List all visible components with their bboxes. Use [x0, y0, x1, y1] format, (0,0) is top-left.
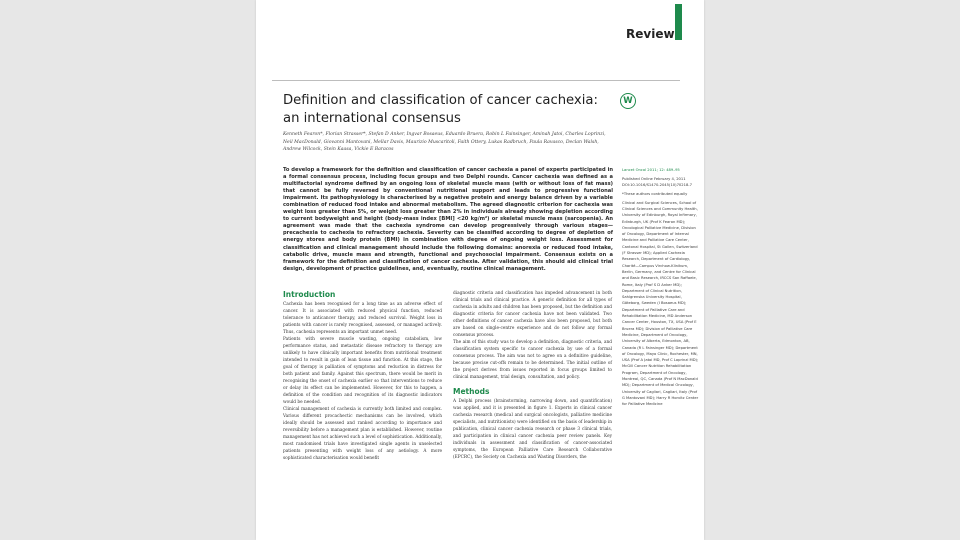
author-list: Kenneth Fearon*, Florian Strasser*, Stefan D Anker, Ingvar Bosaeus, Eduardo Bruera, Robin L Fainsinger, Aminah Jatoi, Charles Loprinzi, Neil MacDonald, Giovanni Mantovani, Mellar Davis, Maurizio Muscaritoli, Faith Ottery, Lukas Radbruch, Paula Ravasco, Declan Walsh, Andrew Wilcock, Stein Kaasa, Vickie E Baracos	[283, 132, 606, 153]
section-label: Review	[626, 27, 675, 41]
lancet-logo-icon: W	[620, 93, 636, 109]
journal-accent-bar	[675, 4, 682, 40]
header-divider	[272, 80, 680, 81]
side-metadata	[622, 167, 700, 410]
intro-paragraph: Cachexia has been recognised for a long time as an adverse effect of cancer. It is associated with reduced physical function, reduced tolerance to anticancer therapy, and reduced survival. Weight loss in patients with cancer is rarely recognised, assessed, or managed actively. Thus, cachexia represents an important unmet need.	[283, 302, 442, 335]
intro-paragraph: Patients with severe muscle wasting, ongoing catabolism, low performance status, and metastatic disease refractory to therapy are unlikely to have clinically important benefits from nutritional treatment intended to result in gain of lean tissue and function. At this stage, the goal of therapy is palliation of symptoms and reduction in distress for both patient and family. Against this spectrum, there would be merit in recognising the onset of cachexia earlier so that interventions to reduce or delay its effect can be implemented. However, for this to happen, a definition of the condition and recognition of its diagnostic indicators would be needed.	[283, 337, 442, 405]
affiliations: Clinical and Surgical Sciences, School of Clinical Sciences and Community Health, University of Edinburgh, Royal Infirmary, Edinburgh, UK (Prof K Fearon MD); Oncological Palliative Medicine, Division of Oncology, Department of Internal Medicine and Palliative Care Center, Cantonal Hospital, St Gallen, Switzerland (F Strasser MD); Applied Cachexia Research, Department of Cardiology, Charité—Campus Virchow-Klinikum, Berlin, Germany, and Centre for Clinical and Basic Research, IRCCS San Raffaele, Rome, Italy (Prof S D Anker MD); Department of Clinical Nutrition, Sahlgrenska University Hospital, Göteborg, Sweden (I Bosaeus MD); Department of Palliative Care and Rehabilitation Medicine, MD Anderson Cancer Center, Houston, TX, USA (Prof E Bruera MD); Division of Palliative Care Medicine, Department of Oncology, University of Alberta, Edmonton, AB, Canada (R L Fainsinger MD); Department of Oncology, Mayo Clinic, Rochester, MN, USA (Prof A Jatoi MD, Prof C Loprinzi MD); McGill Cancer Nutrition Rehabilitation Program, Department of Oncology, Montreal, QC, Canada (Prof N MacDonald MD); Department of Medical Oncology, University of Cagliari, Cagliari, Italy (Prof G Mantovani MD); Harry R Horvitz Center for Palliative Medicine	[622, 200, 699, 407]
body-paragraph: The aim of this study was to develop a definition, diagnostic criteria, and classification system specific to cancer cachexia by use of a formal consensus process. The aim was not to agree on a definitive guideline, because precise cut-offs remain to be determined. The initial outline of the project derives from issues reported in focus groups limited to clinical management, trial design, consultation, and policy.	[453, 340, 612, 380]
publication-info: Published Online February 4, 2011 DOI:10.1016/S1470-2045(10)70218-7	[622, 176, 692, 188]
methods-heading: Methods	[453, 387, 490, 396]
article-title-line-2: an international consensus	[283, 111, 461, 126]
paper-page	[256, 0, 704, 540]
intro-paragraph: Clinical management of cachexia is currently both limited and complex. Various different procachectic mechanisms can be involved, which ideally should be assessed and ranked according to importance and reversibility before a management plan is established. However, routine management has not achieved such a level of sophistication. Additionally, most randomised trials have investigated single agents in unselected patients presenting with weight loss of any aetiology. A more sophisticated characterisation would benefit	[283, 407, 442, 461]
equal-contribution-note: *These authors contributed equally	[622, 191, 688, 196]
body-paragraph: diagnostic criteria and classification has impeded advancement in both clinical trials and clinical practice. A generic definition for all types of cachexia in adults and children has been proposed, but the definition and diagnostic criteria for cancer cachexia have not been validated. Two other definitions of cancer cachexia have also been proposed, but both are based on single-centre experience and do not follow any formal consensus process.	[453, 291, 612, 338]
citation: Lancet Oncol 2011; 12: 489–95	[622, 168, 680, 172]
left-column	[283, 290, 442, 462]
article-title	[283, 92, 603, 128]
right-column	[453, 290, 612, 461]
methods-paragraph: A Delphi process (brainstorming, narrowing down, and quantification) was applied, and it is presented in figure 1. Experts in clinical cancer cachexia research (medical and surgical oncologists, palliative medicine specialists, and nutritionists) were identified on the basis of leadership in publication, clinical cancer cachexia research or phase 3 clinical trials, and participation in clinical cancer cachexia peer review panels. Key individuals in assessment and classification of cancer-associated symptoms, the European Palliative Care Research Collaborative (EPCRC), the Society on Cachexia and Wasting Disorders, the	[453, 399, 612, 460]
introduction-heading: Introduction	[283, 290, 336, 299]
article-title-line-1: Definition and classification of cancer cachexia:	[283, 93, 598, 108]
abstract: To develop a framework for the definition and classification of cancer cachexia a panel of experts participated in a formal consensus process, including focus groups and two Delphi rounds. Cancer cachexia was defined as a multifactorial syndrome defined by an ongoing loss of skeletal muscle mass (with or without loss of fat mass) that cannot be fully reversed by conventional nutritional support and leads to progressive functional impairment. Its pathophysiology is characterised by a negative protein and energy balance driven by a variable combination of reduced food intake and abnormal metabolism. The agreed diagnostic criterion for cachexia was weight loss greater than 5%, or weight loss greater than 2% in individuals already showing depletion according to current bodyweight and height (body-mass index [BMI] <20 kg/m²) or skeletal muscle mass (sarcopenia). An agreement was made that the cachexia syndrome can develop progressively through various stages—precachexia to cachexia to refractory cachexia. Severity can be classified according to degree of depletion of energy stores and body protein (BMI) in combination with degree of ongoing weight loss. Assessment for classification and clinical management should include the following domains: anorexia or reduced food intake, catabolic drive, muscle mass and strength, functional and psychosocial impairment. Consensus exists on a framework for the definition and classification of cancer cachexia. After validation, this should aid clinical trial design, development of practice guidelines, and, eventually, routine clinical management.	[283, 167, 613, 272]
